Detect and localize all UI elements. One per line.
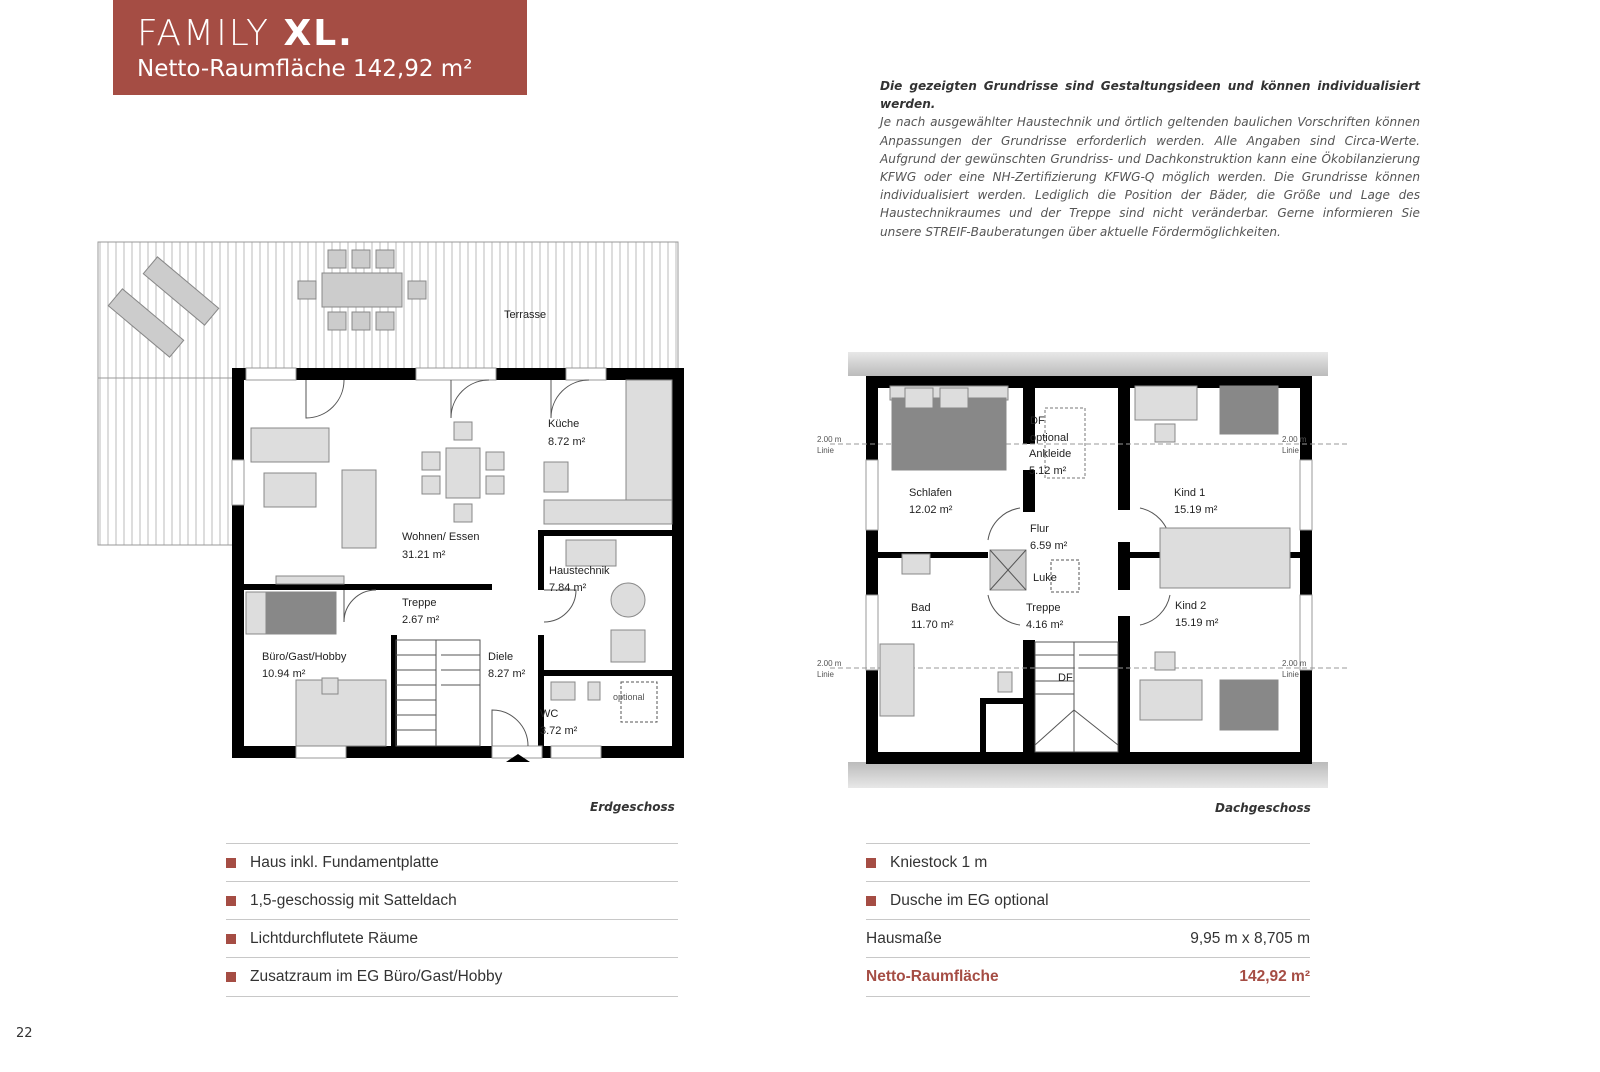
bullet-icon: [226, 858, 236, 868]
room-label-kind1: Kind 1: [1174, 487, 1206, 499]
room-label-ankleide: Ankleide: [1029, 448, 1072, 460]
feature-row: Haus inkl. Fundamentplatte: [226, 843, 678, 882]
ground-floor-title: Erdgeschoss: [590, 800, 675, 814]
title-banner: [113, 0, 527, 95]
house-title: FAMILY XL.: [137, 13, 354, 54]
room-area-bad: 11.70 m²: [911, 619, 954, 631]
room-label-flur: Flur: [1030, 523, 1049, 535]
room-area-treppe-dg: 4.16 m²: [1026, 619, 1064, 631]
intro-lead: Die gezeigten Grundrisse sind Gestaltungsideen und können individualisiert werden.: [880, 79, 1420, 112]
feature-row: Dusche im EG optional: [866, 881, 1310, 920]
bullet-icon: [226, 934, 236, 944]
net-area-row: Netto-Raumfläche 142,92 m²: [866, 957, 1310, 997]
features-right: [866, 843, 1310, 1003]
room-area-kind1: 15.19 m²: [1174, 504, 1218, 516]
line-label-tr: Linie: [1282, 446, 1299, 455]
house-dimensions-row: Hausmaße 9,95 m x 8,705 m: [866, 919, 1310, 958]
bullet-icon: [226, 896, 236, 906]
line-value-tr: 2.00 m: [1282, 435, 1307, 444]
room-label-diele: Diele: [488, 651, 514, 663]
roof-bottom: [848, 762, 1328, 788]
line-value-tl: 2.00 m: [817, 435, 842, 444]
feature-row: 1,5-geschossig mit Satteldach: [226, 881, 678, 920]
room-area-wohnen: 31.21 m²: [402, 549, 446, 561]
room-label-schlafen: Schlafen: [909, 487, 952, 499]
room-area-wc: 3.72 m²: [540, 725, 578, 737]
intro-text: [880, 77, 1420, 241]
line-label-bl: Linie: [817, 670, 834, 679]
feature-row: Lichtdurchflutete Räume: [226, 919, 678, 958]
upper-floor-title: Dachgeschoss: [1215, 801, 1311, 815]
line-value-bl: 2.00 m: [817, 659, 842, 668]
room-area-haustechnik: 7.84 m²: [549, 582, 587, 594]
bullet-icon: [866, 896, 876, 906]
line-label-tl: Linie: [817, 446, 834, 455]
room-area-flur: 6.59 m²: [1030, 540, 1068, 552]
luke-label: Luke: [1033, 572, 1057, 584]
room-label-wc: WC: [540, 708, 559, 720]
line-value-br: 2.00 m: [1282, 659, 1307, 668]
room-area-buero: 10.94 m²: [262, 668, 306, 680]
room-area-kueche: 8.72 m²: [548, 436, 586, 448]
room-label-treppe: Treppe: [402, 597, 437, 609]
room-label-kind2: Kind 2: [1175, 600, 1207, 612]
room-label-kueche: Küche: [548, 418, 580, 430]
feature-row: Zusatzraum im EG Büro/Gast/Hobby: [226, 957, 678, 997]
house-subtitle: Netto-Raumfläche 142,92 m²: [137, 56, 473, 82]
bullet-icon: [866, 858, 876, 868]
optional-label: optional: [613, 692, 645, 702]
room-area-diele: 8.27 m²: [488, 668, 526, 680]
roof-top: [848, 352, 1328, 376]
room-label-buero: Büro/Gast/Hobby: [262, 651, 347, 663]
intro-body: Je nach ausgewählter Haustechnik und örtlich geltenden baulichen Vorschriften können Anpassungen der Grundrisse erforderlich werden. Alle Angaben sind Circa-Werte. Aufgrund der gewünschten Grundriss- und Dachkonstruktion kann eine Ökobilanzierung KFWG oder eine NH-Zertifizierung KFWG-Q möglich werden. Die Grundrisse können individualisiert werden. Lediglich die Position der Bäder, die Größe und Lage des Haustechnikraumes und der Treppe sind nicht veränderbar. Gerne informieren Sie unsere STREIF-Bauberatungen über aktuelle Fördermöglichkeiten.: [880, 115, 1420, 239]
page-number: 22: [16, 1026, 33, 1041]
room-label-bad: Bad: [911, 602, 931, 614]
bullet-icon: [226, 972, 236, 982]
features-left: [226, 843, 678, 1003]
df-optional-1: DF: [1030, 415, 1045, 427]
terrace-label: Terrasse: [504, 309, 547, 321]
room-label-haustechnik: Haustechnik: [549, 565, 610, 577]
room-area-ankleide: 5.12 m²: [1029, 465, 1067, 477]
room-label-treppe-dg: Treppe: [1026, 602, 1061, 614]
upper-floor-plan: [817, 350, 1350, 790]
feature-row: Kniestock 1 m: [866, 843, 1310, 882]
ground-floor-plan: [96, 240, 681, 780]
room-area-kind2: 15.19 m²: [1175, 617, 1219, 629]
line-label-br: Linie: [1282, 670, 1299, 679]
df-label: DF: [1058, 672, 1073, 684]
room-label-wohnen: Wohnen/ Essen: [402, 531, 480, 543]
room-area-treppe: 2.67 m²: [402, 614, 440, 626]
room-area-schlafen: 12.02 m²: [909, 504, 953, 516]
df-optional-2: optional: [1030, 432, 1069, 444]
